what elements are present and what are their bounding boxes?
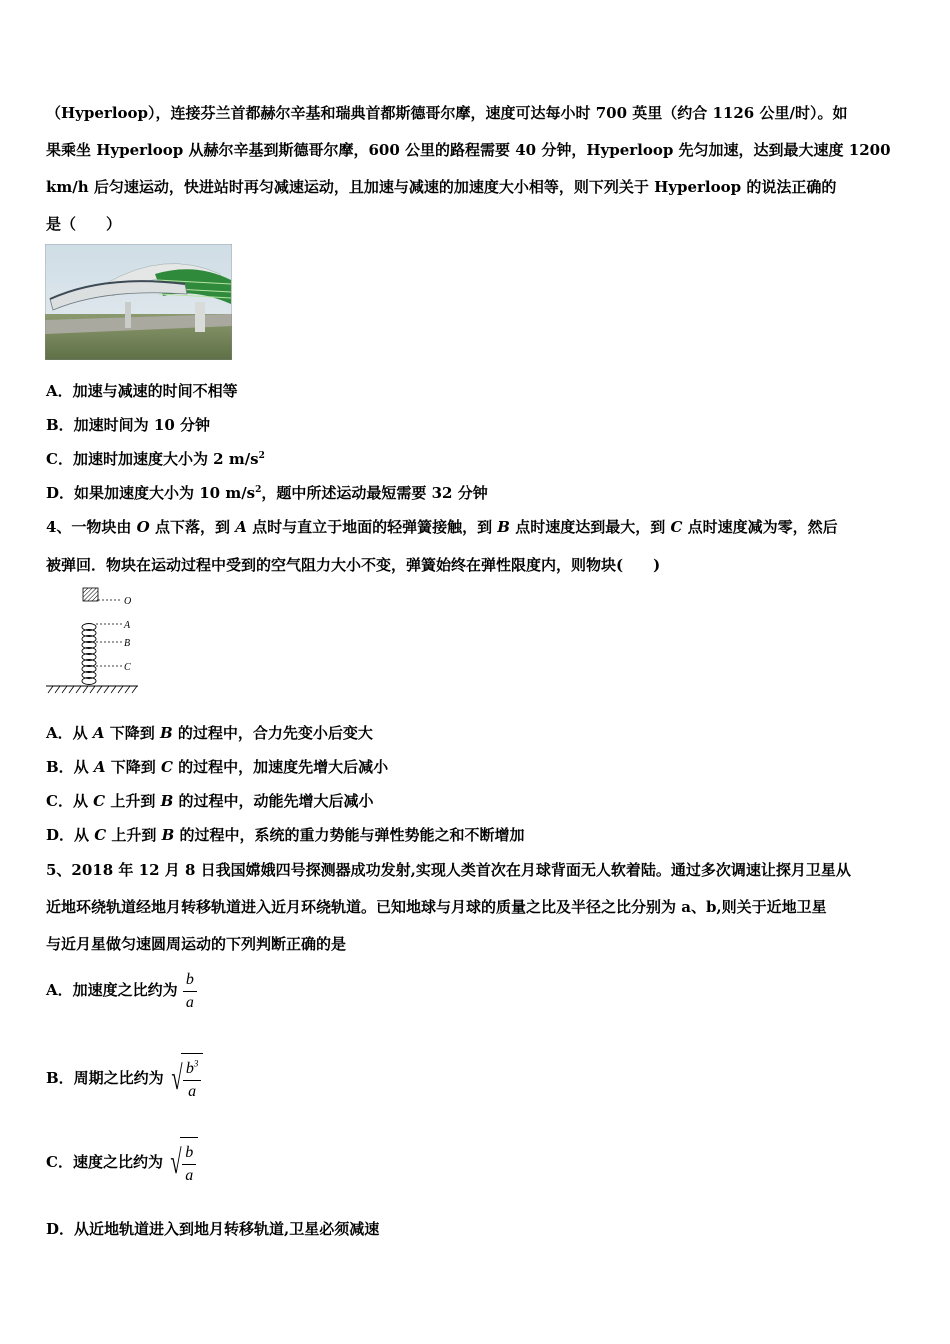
q3-option-d: D．如果加速度大小为 10 $m/s^2$，题中所述运动最短需要 32 分钟: [46, 484, 488, 502]
q4-option-b: B．从 A 下降到 C 的过程中，加速度先增大后减小: [46, 758, 389, 776]
q5-stem-line3: 与近月星做匀速圆周运动的下列判断正确的是: [46, 935, 347, 953]
sqrt-b-over-a: √ $\frac{b}{a}$: [168, 1137, 198, 1190]
label-A: A: [124, 620, 131, 631]
q3-option-c: C．加速时加速度大小为 2 $m/s^2$: [46, 450, 265, 468]
q5-option-a: A．加速度之比约为 $\frac{b}{a}$: [46, 966, 197, 1014]
label-O: O: [124, 596, 132, 607]
q3-stem-line4: 是（ ）: [46, 215, 122, 233]
label-C: C: [124, 662, 131, 673]
hyperloop-photo: [45, 244, 232, 360]
q5-option-c: C．速度之比约为 √ $\frac{b}{a}$: [46, 1136, 198, 1190]
q5-option-d: D．从近地轨道进入到地月转移轨道,卫星必须减速: [46, 1220, 380, 1238]
q5-option-b: B．周期之比约为 √ $\frac{b^3}{a}$: [46, 1052, 203, 1106]
q5-stem-line2: 近地环绕轨道经地月转移轨道进入近月环绕轨道。已知地球与月球的质量之比及半径之比分别为 a、b,则关于近地卫星: [46, 898, 827, 916]
q3-stem-line3: km/h 后匀速运动，快进站时再匀减速运动，且加速与减速的加速度大小相等，则下列关于 Hyperloop 的说法正确的: [46, 178, 837, 196]
q3-option-b: B．加速时间为 10 分钟: [46, 416, 210, 434]
q3-stem-line2: 果乘坐 Hyperloop 从赫尔辛基到斯德哥尔摩，600 公里的路程需要 40 分钟，Hyperloop 先匀加速，达到最大速度 1200: [46, 141, 891, 159]
spring-figure: [44, 585, 144, 697]
sqrt-b3-over-a: √ $\frac{b^3}{a}$: [169, 1053, 204, 1106]
q3-stem-line1: （Hyperloop），连接芬兰首都赫尔辛基和瑞典首都斯德哥尔摩，速度可达每小时 700 英里（约合 1126 公里/时）。如: [46, 104, 848, 122]
q3-option-a: A．加速与减速的时间不相等: [46, 382, 238, 400]
q4-stem-line2: 被弹回．物块在运动过程中受到的空气阻力大小不变，弹簧始终在弹性限度内，则物块( ): [46, 556, 661, 574]
q4-option-d: D．从 C 上升到 B 的过程中，系统的重力势能与弹性势能之和不断增加: [46, 826, 525, 844]
q4-option-c: C．从 C 上升到 B 的过程中，动能先增大后减小: [46, 792, 374, 810]
fraction-b-over-a: $\frac{b}{a}$: [183, 969, 197, 1014]
q5-stem-line1: 5、2018 年 12 月 8 日我国嫦娥四号探测器成功发射,实现人类首次在月球背面无人软着陆。通过多次调速让探月卫星从: [46, 861, 851, 879]
q4-option-a: A．从 A 下降到 B 的过程中，合力先变小后变大: [46, 724, 373, 742]
q4-stem-line1: 4、一物块由 O 点下落，到 A 点时与直立于地面的轻弹簧接触，到 B 点时速度达到最大，到 C 点时速度减为零，然后: [46, 518, 838, 536]
label-B: B: [124, 638, 131, 649]
